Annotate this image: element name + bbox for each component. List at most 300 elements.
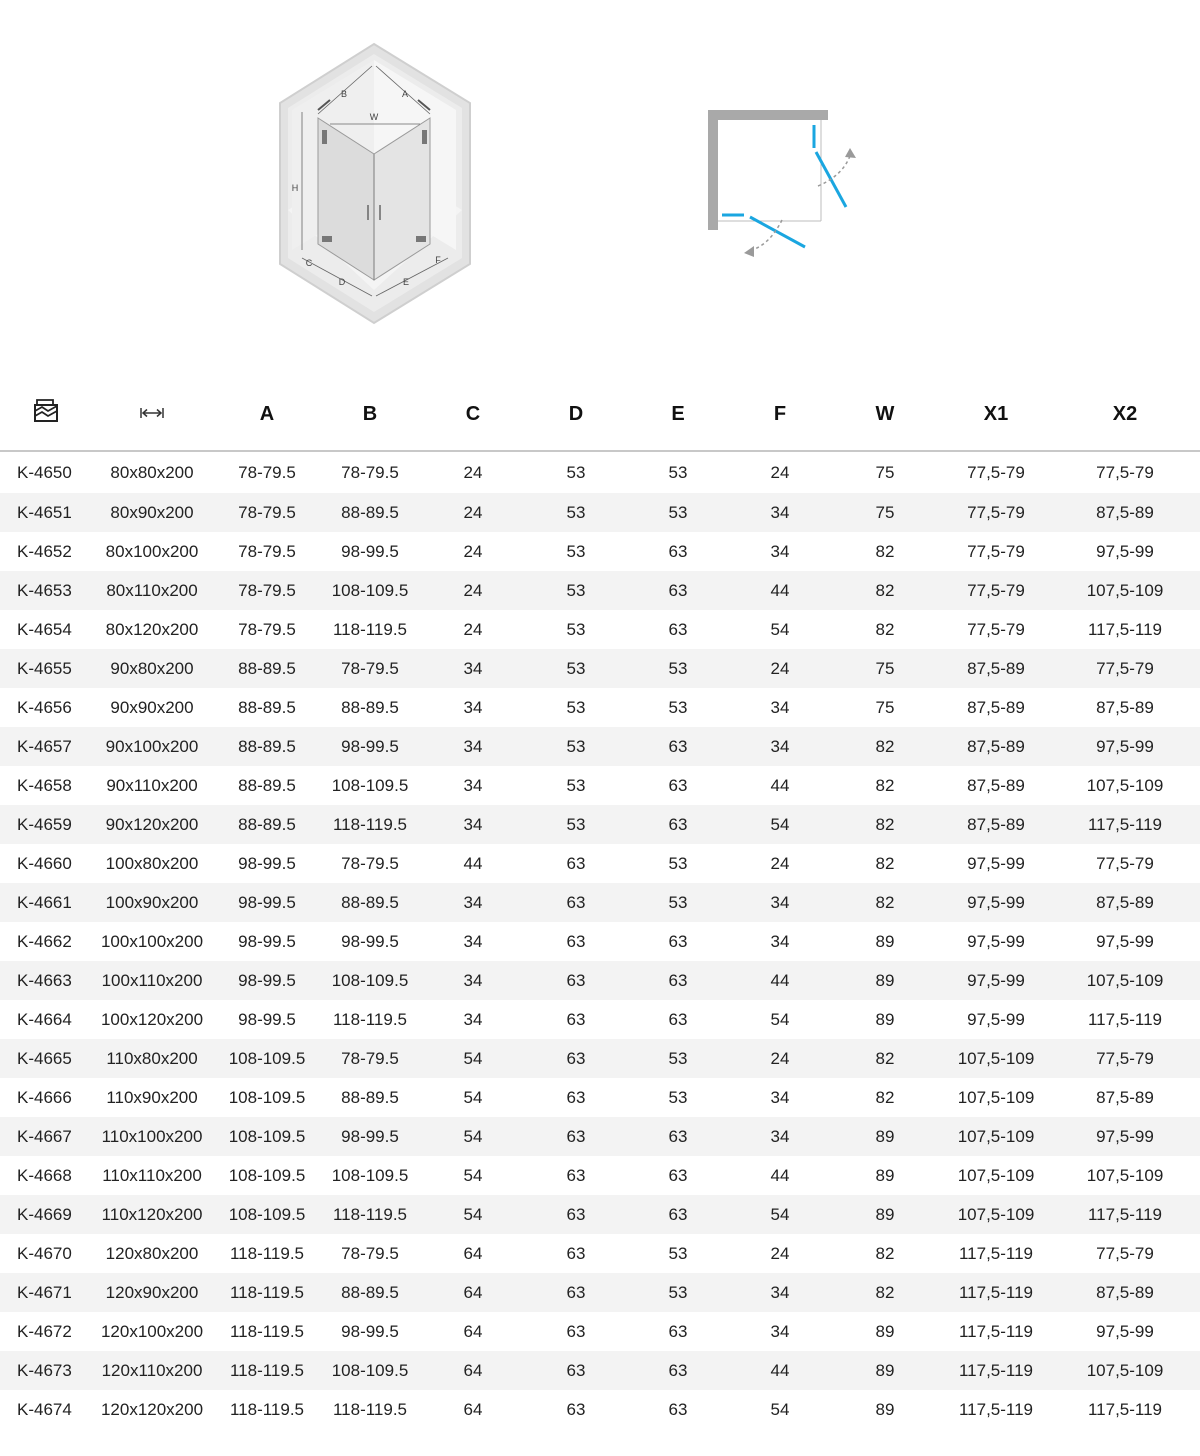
dim-c-cell: 34 [418,727,528,766]
table-row [0,1117,1200,1156]
dim-d-cell: 53 [528,805,624,844]
dim-d-cell: 63 [566,1399,586,1419]
size-cell: 90x100x200 [92,727,212,766]
dim-x1-cell: 77,5-79 [967,619,1025,639]
dim-e-cell: 53 [624,883,732,922]
dim-f-cell: 54 [770,1399,790,1419]
table-row [0,1312,1200,1351]
dim-c-cell: 24 [463,541,483,561]
size-cell: 100x90x200 [92,883,212,922]
dim-a-cell: 108-109.5 [212,1039,322,1078]
dim-b-cell: 78-79.5 [341,1243,399,1263]
dim-a-cell: 108-109.5 [212,1117,322,1156]
dim-a-cell: 78-79.5 [238,541,296,561]
dim-c-cell: 34 [463,775,483,795]
dim-c-cell: 54 [418,1117,528,1156]
table-row [0,1234,1200,1273]
dim-d-cell: 63 [528,1039,624,1078]
dim-w-cell: 82 [828,1273,942,1312]
size-cell: 110x80x200 [92,1039,212,1078]
size-cell: 90x90x200 [110,697,194,717]
dim-d-cell: 63 [528,1273,624,1312]
dim-w-cell: 82 [828,805,942,844]
dim-f-cell: 34 [732,883,828,922]
size-cell: 110x110x200 [102,1165,202,1185]
dim-x1-cell: 117,5-119 [958,1321,1034,1341]
dim-x1-cell: 87,5-89 [967,697,1025,717]
dim-e-cell: 53 [624,493,732,532]
dim-d-cell: 63 [566,1243,586,1263]
size-cell: 90x80x200 [92,649,212,688]
dim-w-cell: 89 [828,1117,942,1156]
dim-f-cell: 44 [732,571,828,610]
dim-d-cell: 63 [566,1087,586,1107]
dim-x2-cell: 87,5-89 [1096,697,1154,717]
table-row [0,688,1200,727]
dim-x2-cell: 117,5-119 [1087,619,1163,639]
dim-x2-cell: 107,5-109 [1050,571,1200,610]
dim-b-cell: 98-99.5 [341,931,399,951]
dim-d-cell: 53 [528,727,624,766]
model-code-cell: K-4651 [0,493,92,532]
dim-w-cell: 82 [875,853,895,873]
dim-d-cell: 63 [528,961,624,1000]
dim-e-cell: 53 [668,1243,688,1263]
dim-a-cell: 118-119.5 [229,1399,305,1419]
dim-b-cell: 98-99.5 [341,1321,399,1341]
dim-x1-cell: 117,5-119 [958,1399,1034,1419]
table-row [0,610,1200,649]
dim-x2-cell: 97,5-99 [1096,1321,1154,1341]
dim-x2-cell: 97,5-99 [1050,727,1200,766]
dim-b-cell: 78-79.5 [322,1039,418,1078]
dim-c-cell: 34 [463,1009,483,1029]
dim-x2-cell: 117,5-119 [1050,805,1200,844]
dim-a-cell: 118-119.5 [229,1243,305,1263]
dim-x1-cell: 77,5-79 [942,571,1050,610]
dim-x2-cell: 77,5-79 [1096,853,1154,873]
dim-f-cell: 34 [732,1273,828,1312]
dim-x2-cell: 77,5-79 [1050,649,1200,688]
dim-f-cell: 34 [770,697,790,717]
dim-b-cell: 108-109.5 [322,961,418,1000]
model-code-cell: K-4654 [17,619,72,639]
header-a: A [212,378,322,451]
dim-x1-cell: 77,5-79 [942,493,1050,532]
size-cell: 120x100x200 [100,1321,204,1341]
size-cell: 110x100x200 [92,1117,212,1156]
dim-c-cell: 54 [463,1087,483,1107]
dim-f-cell: 54 [732,805,828,844]
dim-b-cell: 88-89.5 [322,493,418,532]
size-cell: 90x110x200 [106,775,198,795]
size-cell: 80x100x200 [105,541,199,561]
dim-a-cell: 88-89.5 [238,775,296,795]
size-cell: 100x80x200 [105,853,199,873]
dim-x2-cell: 117,5-119 [1087,1009,1163,1029]
dim-c-cell: 34 [418,883,528,922]
dim-e-cell: 53 [624,649,732,688]
dim-e-cell: 63 [668,931,688,951]
table-row [0,571,1200,610]
dim-w-cell: 89 [875,1399,895,1419]
model-code-cell: K-4652 [17,541,72,561]
label-c: C [305,258,313,268]
dim-b-cell: 78-79.5 [341,853,399,873]
model-code-cell: K-4670 [17,1243,72,1263]
dim-b-cell: 118-119.5 [322,1195,418,1234]
dim-w-cell: 75 [828,493,942,532]
size-cell: 80x90x200 [92,493,212,532]
label-f: F [435,255,441,265]
model-code-cell: K-4659 [0,805,92,844]
model-code-cell: K-4668 [17,1165,72,1185]
dim-b-cell: 88-89.5 [322,1273,418,1312]
table-row [0,1078,1200,1117]
dim-c-cell: 34 [463,697,483,717]
dim-x1-cell: 97,5-99 [967,1009,1025,1029]
dim-x1-cell: 87,5-89 [942,727,1050,766]
dim-w-cell: 89 [828,1195,942,1234]
table-row [0,961,1200,1000]
dim-e-cell: 53 [668,853,688,873]
dim-f-cell: 24 [732,1039,828,1078]
dim-x2-cell: 87,5-89 [1050,1273,1200,1312]
dim-e-cell: 63 [668,541,688,561]
model-code-cell: K-4657 [0,727,92,766]
size-cell: 80x120x200 [105,619,199,639]
dim-d-cell: 63 [566,1321,586,1341]
dim-e-cell: 63 [668,1165,688,1185]
dim-w-cell: 89 [875,931,895,951]
table-row [0,1039,1200,1078]
dim-e-cell: 63 [668,1321,688,1341]
dim-w-cell: 82 [875,541,895,561]
model-code-cell: K-4667 [0,1117,92,1156]
dim-w-cell: 75 [875,697,895,717]
dim-e-cell: 63 [624,961,732,1000]
size-cell: 120x110x200 [92,1351,212,1390]
model-code-cell: K-4653 [0,571,92,610]
dim-f-cell: 44 [732,961,828,1000]
dim-x1-cell: 117,5-119 [942,1273,1050,1312]
header-b: B [322,378,418,451]
dim-a-cell: 98-99.5 [238,1009,296,1029]
dim-d-cell: 63 [528,883,624,922]
dim-w-cell: 82 [875,619,895,639]
size-cell: 120x120x200 [100,1399,204,1419]
dim-a-cell: 88-89.5 [238,697,296,717]
model-code-cell: K-4674 [17,1399,72,1419]
product-stack-icon [0,378,92,451]
dim-c-cell: 24 [463,462,483,482]
dim-f-cell: 34 [732,1117,828,1156]
dim-x2-cell: 77,5-79 [1096,462,1154,482]
isometric-enclosure-diagram [270,38,480,333]
dim-x2-cell: 107,5-109 [1050,961,1200,1000]
dim-b-cell: 98-99.5 [322,1117,418,1156]
dim-d-cell: 63 [528,1195,624,1234]
model-code-cell: K-4673 [0,1351,92,1390]
dim-c-cell: 64 [418,1273,528,1312]
dim-x1-cell: 107,5-109 [942,1117,1050,1156]
dim-d-cell: 53 [528,571,624,610]
dim-f-cell: 44 [732,1351,828,1390]
dim-d-cell: 63 [528,1117,624,1156]
dim-w-cell: 89 [875,1165,895,1185]
dim-d-cell: 63 [566,853,586,873]
dim-x2-cell: 107,5-109 [1086,775,1164,795]
dim-f-cell: 24 [770,1243,790,1263]
dim-f-cell: 54 [770,619,790,639]
dim-x1-cell: 77,5-79 [967,541,1025,561]
model-code-cell: K-4663 [0,961,92,1000]
dim-w-cell: 82 [828,883,942,922]
dim-x1-cell: 87,5-89 [942,805,1050,844]
dim-f-cell: 24 [770,462,790,482]
size-cell: 100x110x200 [92,961,212,1000]
model-code-cell: K-4658 [17,775,72,795]
table-row [0,922,1200,961]
dim-c-cell: 64 [463,1321,483,1341]
width-arrows-icon [92,378,212,451]
dim-d-cell: 63 [528,1351,624,1390]
header-f: F [732,378,828,451]
dim-f-cell: 34 [770,1087,790,1107]
dim-e-cell: 63 [668,619,688,639]
dim-w-cell: 82 [828,727,942,766]
dim-b-cell: 108-109.5 [331,775,409,795]
model-code-cell: K-4666 [17,1087,72,1107]
dim-w-cell: 75 [875,462,895,482]
table-row [0,727,1200,766]
dim-d-cell: 53 [566,462,586,482]
dim-a-cell: 98-99.5 [212,961,322,1000]
dim-x1-cell: 107,5-109 [942,1039,1050,1078]
table-header-row [0,378,1200,451]
dim-w-cell: 82 [828,571,942,610]
dim-c-cell: 34 [418,961,528,1000]
dim-e-cell: 63 [668,1009,688,1029]
dim-x1-cell: 77,5-79 [967,462,1025,482]
dim-f-cell: 34 [770,931,790,951]
label-e: E [402,277,410,287]
dim-e-cell: 53 [624,1273,732,1312]
dim-a-cell: 98-99.5 [238,931,296,951]
dim-a-cell: 78-79.5 [238,619,296,639]
dim-d-cell: 53 [566,619,586,639]
model-code-cell: K-4672 [17,1321,72,1341]
dim-x2-cell: 97,5-99 [1096,931,1154,951]
dim-e-cell: 53 [668,1087,688,1107]
dim-b-cell: 118-119.5 [332,1009,408,1029]
model-code-cell: K-4669 [0,1195,92,1234]
dim-d-cell: 53 [566,697,586,717]
table-row [0,844,1200,883]
label-b: B [340,89,348,99]
table-body [0,451,1200,1429]
dim-x2-cell: 117,5-119 [1050,1195,1200,1234]
dim-b-cell: 108-109.5 [322,1351,418,1390]
dim-x1-cell: 87,5-89 [942,649,1050,688]
dim-x2-cell: 87,5-89 [1050,493,1200,532]
dim-w-cell: 82 [875,775,895,795]
label-a: A [401,89,409,99]
table-row [0,883,1200,922]
dim-w-cell: 82 [875,1243,895,1263]
dim-b-cell: 108-109.5 [322,571,418,610]
dim-e-cell: 53 [668,462,688,482]
dim-x1-cell: 87,5-89 [967,775,1025,795]
model-code-cell: K-4661 [0,883,92,922]
dim-f-cell: 44 [770,1165,790,1185]
dim-x1-cell: 107,5-109 [942,1195,1050,1234]
dim-x1-cell: 107,5-109 [957,1087,1035,1107]
table-row [0,493,1200,532]
dim-c-cell: 34 [418,649,528,688]
table-row [0,1273,1200,1312]
dim-b-cell: 118-119.5 [332,1399,408,1419]
dim-f-cell: 24 [770,853,790,873]
dim-b-cell: 78-79.5 [322,649,418,688]
dim-x1-cell: 107,5-109 [957,1165,1035,1185]
dim-a-cell: 108-109.5 [228,1165,306,1185]
dim-a-cell: 98-99.5 [212,883,322,922]
dim-a-cell: 88-89.5 [212,805,322,844]
dim-c-cell: 24 [418,571,528,610]
dim-c-cell: 54 [418,1195,528,1234]
dim-c-cell: 44 [463,853,483,873]
dim-c-cell: 34 [463,931,483,951]
table-row [0,1351,1200,1390]
header-w: W [828,378,942,451]
dim-e-cell: 53 [624,1039,732,1078]
label-h: H [291,183,299,193]
dimensions-table [0,378,1200,1429]
dim-e-cell: 63 [624,1351,732,1390]
dim-d-cell: 63 [566,1165,586,1185]
header-e: E [624,378,732,451]
dim-x1-cell: 97,5-99 [967,853,1025,873]
dim-d-cell: 53 [528,493,624,532]
size-cell: 90x120x200 [92,805,212,844]
dim-w-cell: 89 [828,1351,942,1390]
plan-view-diagram [700,100,870,270]
header-x2: X2 [1050,378,1200,451]
dim-b-cell: 88-89.5 [341,1087,399,1107]
header-x1: X1 [942,378,1050,451]
dim-w-cell: 89 [828,961,942,1000]
dim-d-cell: 53 [528,649,624,688]
dim-x2-cell: 77,5-79 [1050,1039,1200,1078]
dim-b-cell: 98-99.5 [341,541,399,561]
dim-x1-cell: 97,5-99 [967,931,1025,951]
dim-b-cell: 88-89.5 [341,697,399,717]
dim-x2-cell: 87,5-89 [1050,883,1200,922]
dim-w-cell: 89 [875,1321,895,1341]
dim-d-cell: 63 [566,1009,586,1029]
dim-e-cell: 63 [668,775,688,795]
dim-c-cell: 64 [463,1243,483,1263]
dim-x1-cell: 117,5-119 [958,1243,1034,1263]
dim-b-cell: 108-109.5 [331,1165,409,1185]
dim-a-cell: 118-119.5 [229,1321,305,1341]
size-cell: 100x120x200 [100,1009,204,1029]
dim-a-cell: 108-109.5 [212,1195,322,1234]
table-row [0,451,1200,493]
model-code-cell: K-4655 [0,649,92,688]
table-row [0,766,1200,805]
dim-f-cell: 34 [732,727,828,766]
model-code-cell: K-4662 [17,931,72,951]
size-cell: 80x110x200 [92,571,212,610]
table-row [0,1000,1200,1039]
dim-a-cell: 98-99.5 [238,853,296,873]
model-code-cell: K-4664 [17,1009,72,1029]
model-code-cell: K-4650 [17,462,72,482]
size-cell: 120x90x200 [92,1273,212,1312]
table-row [0,1195,1200,1234]
dim-x2-cell: 107,5-109 [1086,1165,1164,1185]
dim-e-cell: 63 [668,1399,688,1419]
dim-b-cell: 118-119.5 [322,805,418,844]
dim-c-cell: 64 [418,1351,528,1390]
model-code-cell: K-4671 [0,1273,92,1312]
dim-b-cell: 98-99.5 [322,727,418,766]
table-row [0,805,1200,844]
dim-x1-cell: 97,5-99 [942,883,1050,922]
dim-x2-cell: 107,5-109 [1050,1351,1200,1390]
dim-a-cell: 118-119.5 [212,1273,322,1312]
dim-c-cell: 54 [418,1039,528,1078]
dim-e-cell: 53 [668,697,688,717]
header-c: C [418,378,528,451]
table-row [0,532,1200,571]
dim-x2-cell: 87,5-89 [1096,1087,1154,1107]
dim-d-cell: 53 [566,541,586,561]
dim-b-cell: 118-119.5 [332,619,408,639]
size-cell: 110x120x200 [92,1195,212,1234]
dim-e-cell: 63 [624,727,732,766]
dim-x1-cell: 117,5-119 [942,1351,1050,1390]
model-code-cell: K-4665 [0,1039,92,1078]
table-row [0,1156,1200,1195]
dim-a-cell: 78-79.5 [212,493,322,532]
dim-e-cell: 63 [624,805,732,844]
dim-a-cell: 118-119.5 [212,1351,322,1390]
dim-f-cell: 34 [770,1321,790,1341]
model-code-cell: K-4660 [17,853,72,873]
dim-a-cell: 78-79.5 [238,462,296,482]
dim-a-cell: 88-89.5 [212,727,322,766]
dim-w-cell: 82 [875,1087,895,1107]
dim-f-cell: 44 [770,775,790,795]
dim-x1-cell: 97,5-99 [942,961,1050,1000]
dim-x2-cell: 117,5-119 [1087,1399,1163,1419]
dim-d-cell: 53 [566,775,586,795]
dim-d-cell: 63 [566,931,586,951]
dim-a-cell: 88-89.5 [212,649,322,688]
dim-w-cell: 75 [828,649,942,688]
diagram-area [0,0,1200,370]
dim-f-cell: 34 [770,541,790,561]
dim-c-cell: 34 [418,805,528,844]
model-code-cell: K-4656 [17,697,72,717]
dim-x2-cell: 97,5-99 [1050,1117,1200,1156]
dim-c-cell: 64 [463,1399,483,1419]
size-cell: 120x80x200 [105,1243,199,1263]
dim-x2-cell: 97,5-99 [1096,541,1154,561]
